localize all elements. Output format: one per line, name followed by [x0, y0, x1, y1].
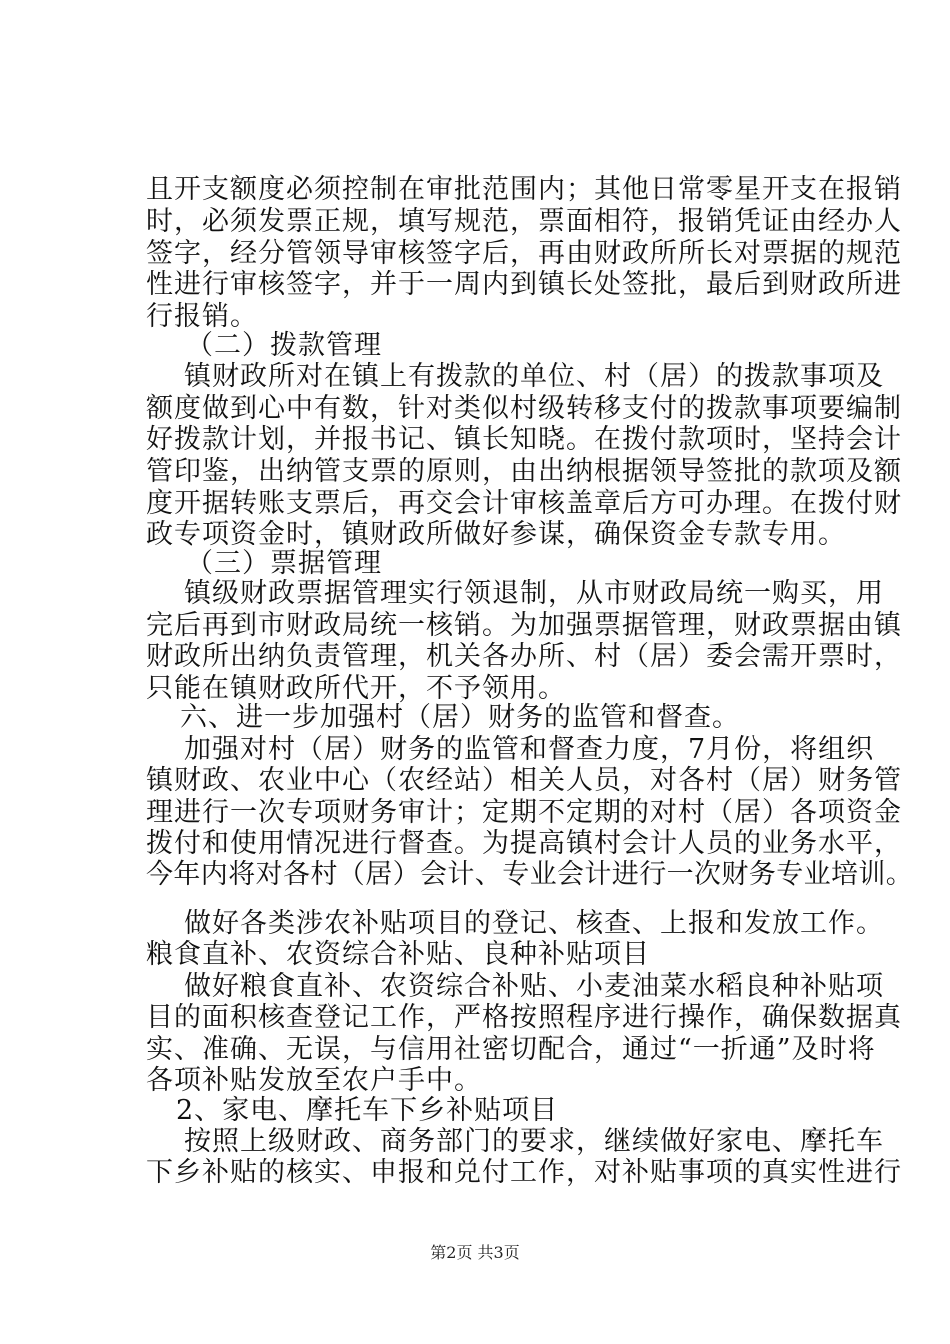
text-line: 各项补贴发放至农户手中。: [146, 1065, 482, 1096]
text-line: 度开据转账支票后，再交会计审核盖章后方可办理。在拨付财: [146, 488, 902, 519]
section-heading: 六、进一步加强村（居）财务的监管和督查。: [180, 702, 740, 733]
text-line: 且开支额度必须控制在审批范围内；其他日常零星开支在报销: [146, 174, 902, 205]
text-line: 政专项资金时，镇财政所做好参谋，确保资金专款专用。: [146, 519, 846, 550]
text-line: 按照上级财政、商务部门的要求，继续做好家电、摩托车: [184, 1126, 884, 1157]
text-line: 镇级财政票据管理实行领退制，从市财政局统一购买，用: [184, 578, 884, 609]
text-line: 实、准确、无误，与信用社密切配合，通过“一折通”及时将: [146, 1034, 876, 1065]
page-footer: 第2页 共3页: [430, 1243, 520, 1262]
text-line: 行报销。: [146, 301, 258, 332]
text-line: 拨付和使用情况进行督查。为提高镇村会计人员的业务水平，: [146, 828, 902, 859]
text-line: 今年内将对各村（居）会计、专业会计进行一次财务专业培训。: [146, 859, 914, 890]
text-line: 完后再到市财政局统一核销。为加强票据管理，财政票据由镇: [146, 610, 902, 641]
section-heading: （三）票据管理: [186, 548, 382, 579]
section-heading: 2、家电、摩托车下乡补贴项目: [176, 1095, 559, 1126]
text-line: 目的面积核查登记工作，严格按照程序进行操作，确保数据真: [146, 1002, 902, 1033]
text-line: 签字，经分管领导审核签字后，再由财政所所长对票据的规范: [146, 238, 902, 269]
text-line: 加强对村（居）财务的监管和督查力度，7月份，将组织: [184, 734, 875, 765]
text-line: 理进行一次专项财务审计；定期不定期的对村（居）各项资金: [146, 797, 902, 828]
text-line: 财政所出纳负责管理，机关各办所、村（居）委会需开票时，: [146, 641, 902, 672]
text-line: 镇财政、农业中心（农经站）相关人员，对各村（居）财务管: [146, 765, 902, 796]
text-line: 做好各类涉农补贴项目的登记、核查、上报和发放工作。: [184, 908, 884, 939]
text-line: 下乡补贴的核实、申报和兑付工作，对补贴事项的真实性进行: [146, 1157, 902, 1188]
text-line: 好拨款计划，并报书记、镇长知晓。在拨付款项时，坚持会计: [146, 424, 902, 455]
text-line: 额度做到心中有数，针对类似村级转移支付的拨款事项要编制: [146, 393, 902, 424]
text-line: 管印鉴，出纳管支票的原则，由出纳根据领导签批的款项及额: [146, 456, 902, 487]
text-line: 性进行审核签字，并于一周内到镇长处签批，最后到财政所进: [146, 269, 902, 300]
section-heading: （二）拨款管理: [186, 330, 382, 361]
text-line: 粮食直补、农资综合补贴、良种补贴项目: [146, 939, 650, 970]
text-line: 只能在镇财政所代开，不予领用。: [146, 673, 566, 704]
text-line: 做好粮食直补、农资综合补贴、小麦油菜水稻良种补贴项: [184, 971, 884, 1002]
text-line: 镇财政所对在镇上有拨款的单位、村（居）的拨款事项及: [184, 361, 884, 392]
text-line: 时，必须发票正规，填写规范，票面相符，报销凭证由经办人: [146, 206, 902, 237]
